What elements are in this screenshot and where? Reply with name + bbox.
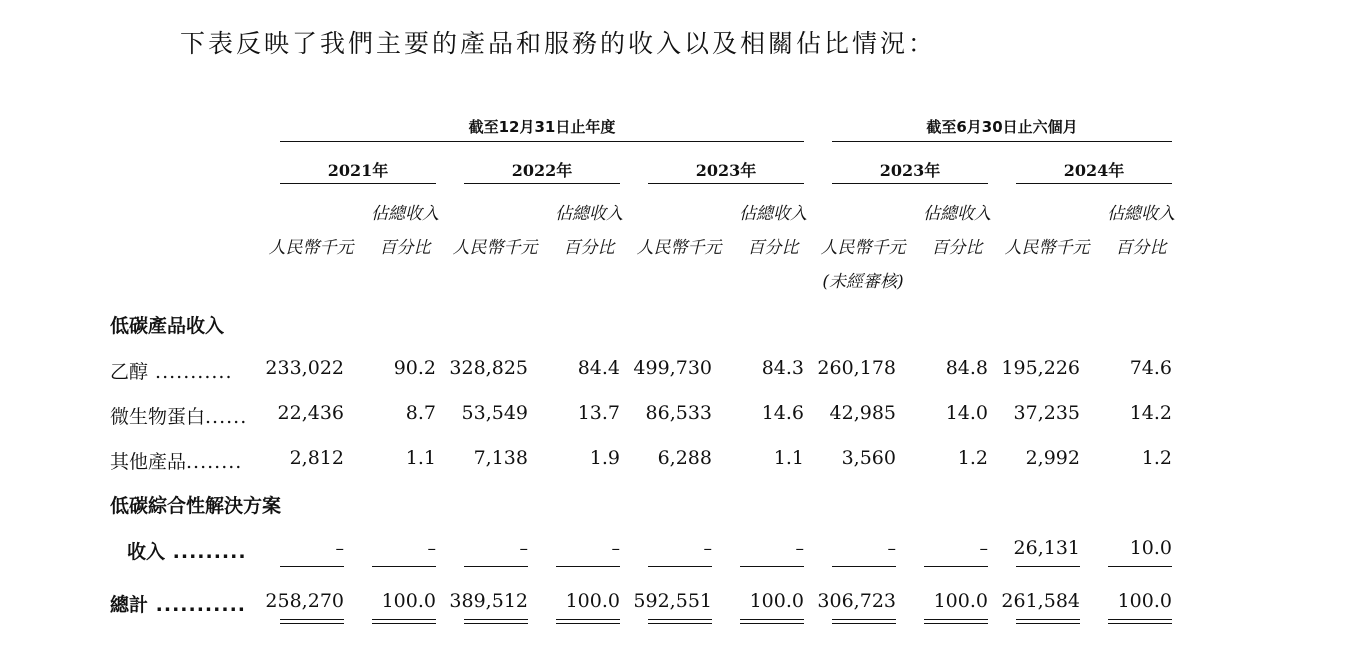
table-cell: 84.4 [577,357,620,379]
table-cell: 84.3 [761,357,804,379]
table-cell: 2,992 [1025,447,1080,469]
year-rule [832,183,988,184]
table-cell: 195,226 [1001,357,1080,379]
table-cell: 1.1 [405,447,436,469]
table-cell: – [795,539,804,559]
table-cell: 74.6 [1129,357,1172,379]
year-rule [648,183,804,184]
total-double-underline [924,619,988,624]
group-header-six-months: 截至6月30日止六個月 [926,118,1078,136]
subtotal-underline [648,566,712,567]
unit-pct-line2: 百分比 [379,238,431,258]
year-header-2021: 2021年 [327,161,389,180]
year-header-2022: 2022年 [511,161,573,180]
subtotal-underline [740,566,804,567]
table-cell: 100.0 [749,590,804,612]
table-cell: 100.0 [565,590,620,612]
subtotal-underline [372,566,436,567]
unit-amount: 人民幣千元 [636,238,722,258]
table-cell: 14.2 [1129,402,1172,424]
unit-pct-line1: 佔總收入 [739,204,807,224]
group-rule-six-months [832,141,1172,142]
total-double-underline [832,619,896,624]
subtotal-underline [556,566,620,567]
section-low-carbon-products: 低碳產品收入 [110,315,225,337]
row-label-total: 總計 ........... [110,594,247,616]
year-header-2023: 2023年 [695,161,757,180]
table-cell: – [427,539,436,559]
year-rule [280,183,436,184]
year-rule [464,183,620,184]
unit-pct-line2: 百分比 [1115,238,1167,258]
unit-pct-line1: 佔總收入 [371,204,439,224]
table-cell: 1.2 [957,447,988,469]
unit-pct-line1: 佔總收入 [1107,204,1175,224]
table-cell: 233,022 [265,357,344,379]
total-double-underline [464,619,528,624]
table-cell: 84.8 [945,357,988,379]
table-cell: 328,825 [449,357,528,379]
table-cell: 3,560 [841,447,896,469]
table-cell: 258,270 [265,590,344,612]
table-cell: – [335,539,344,559]
unit-amount: 人民幣千元 [268,238,354,258]
intro-text: 下表反映了我們主要的產品和服務的收入以及相關佔比情況： [180,29,937,58]
year-header-2024-h1: 2024年 [1063,161,1125,180]
table-cell: 22,436 [277,402,344,424]
table-cell: 86,533 [645,402,712,424]
total-double-underline [740,619,804,624]
subtotal-underline [1016,566,1080,567]
unit-pct-line2: 百分比 [563,238,615,258]
table-cell: 100.0 [381,590,436,612]
table-cell: – [979,539,988,559]
table-cell: 26,131 [1013,537,1080,559]
table-cell: 1.1 [773,447,804,469]
unit-amount: 人民幣千元 [820,238,906,258]
table-cell: 6,288 [657,447,712,469]
table-cell: 37,235 [1013,402,1080,424]
row-label-solutions-revenue: 收入 ......... [127,541,247,563]
table-cell: 1.2 [1141,447,1172,469]
table-cell: 261,584 [1001,590,1080,612]
total-double-underline [372,619,436,624]
table-cell: 2,812 [289,447,344,469]
section-low-carbon-solutions: 低碳綜合性解決方案 [110,495,282,517]
subtotal-underline [280,566,344,567]
subtotal-underline [832,566,896,567]
table-cell: – [519,539,528,559]
table-cell: – [887,539,896,559]
group-rule-annual [280,141,804,142]
table-cell: 8.7 [405,402,436,424]
year-header-2023-h1: 2023年 [879,161,941,180]
table-cell: – [703,539,712,559]
year-rule [1016,183,1172,184]
table-cell: 100.0 [1117,590,1172,612]
unit-pct-line1: 佔總收入 [555,204,623,224]
unit-unaudited: (未經審核) [822,272,904,292]
row-label-ethanol: 乙醇 ........... [110,361,233,383]
table-cell: 14.0 [945,402,988,424]
table-cell: 1.9 [589,447,620,469]
row-label-microbial-protein: 微生物蛋白...... [110,406,248,428]
table-cell: 389,512 [449,590,528,612]
table-cell: 592,551 [633,590,712,612]
table-cell: 100.0 [933,590,988,612]
unit-amount: 人民幣千元 [1004,238,1090,258]
group-header-annual: 截至12月31日止年度 [468,118,616,136]
table-cell: 90.2 [393,357,436,379]
row-label-other-products: 其他產品........ [110,451,243,473]
subtotal-underline [464,566,528,567]
table-cell: 14.6 [761,402,804,424]
table-cell: 260,178 [817,357,896,379]
total-double-underline [648,619,712,624]
total-double-underline [556,619,620,624]
table-cell: 499,730 [633,357,712,379]
table-cell: – [611,539,620,559]
table-cell: 10.0 [1129,537,1172,559]
unit-pct-line2: 百分比 [931,238,983,258]
table-cell: 13.7 [577,402,620,424]
subtotal-underline [924,566,988,567]
unit-pct-line2: 百分比 [747,238,799,258]
total-double-underline [1108,619,1172,624]
subtotal-underline [1108,566,1172,567]
table-cell: 42,985 [829,402,896,424]
table-cell: 53,549 [461,402,528,424]
total-double-underline [280,619,344,624]
total-double-underline [1016,619,1080,624]
unit-amount: 人民幣千元 [452,238,538,258]
table-cell: 7,138 [473,447,528,469]
table-cell: 306,723 [817,590,896,612]
unit-pct-line1: 佔總收入 [923,204,991,224]
